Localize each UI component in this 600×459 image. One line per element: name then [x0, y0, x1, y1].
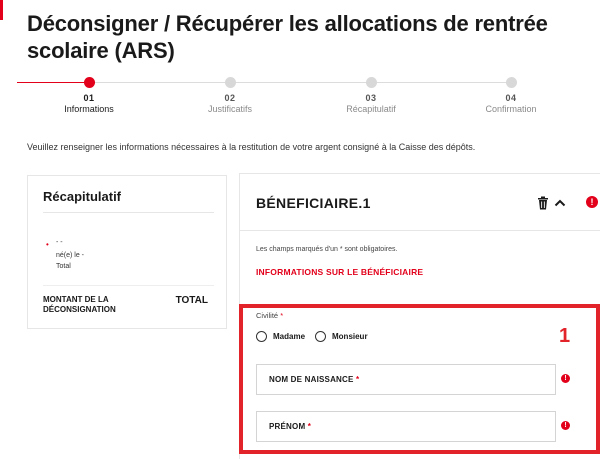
birth-name-field[interactable]	[256, 364, 556, 395]
intro-text: Veuillez renseigner les informations nécessaires à la restitution de votre argent consigné à la Caisse des dépôts.	[27, 142, 476, 152]
step-recapitulatif	[321, 74, 421, 114]
step-label: Récapitulatif	[346, 104, 396, 114]
birth-name-input[interactable]	[257, 365, 555, 394]
recap-birth-date: né(e) le -	[56, 252, 85, 259]
first-name-label-text: PRÉNOM	[269, 422, 306, 431]
step-label: Justificatifs	[207, 104, 252, 114]
radio-label: Monsieur	[332, 332, 368, 341]
section-title: INFORMATIONS SUR LE BÉNÉFICIAIRE	[256, 267, 424, 277]
step-label: Confirmation	[485, 104, 537, 114]
step-justificatifs	[180, 74, 280, 114]
trash-icon[interactable]	[537, 196, 549, 210]
radio-circle[interactable]	[315, 331, 326, 342]
first-name-field[interactable]	[256, 411, 556, 442]
chevron-up-icon[interactable]	[554, 198, 566, 208]
page-title: Déconsigner / Récupérer les allocations de rentrée scolaire (ARS)	[27, 11, 548, 63]
birth-name-label-text: NOM DE NAISSANCE	[269, 375, 354, 384]
step-number: 02	[224, 93, 236, 103]
radio-monsieur[interactable]	[315, 331, 368, 342]
first-name-input[interactable]	[257, 412, 555, 441]
required-star: *	[307, 422, 312, 431]
mandatory-fields-note: Les champs marqués d'un * sont obligatoires.	[256, 246, 398, 253]
divider	[43, 285, 214, 286]
title-accent-bar	[0, 0, 3, 20]
step-confirmation	[461, 74, 561, 114]
recap-title: Récapitulatif	[43, 189, 122, 204]
recap-total-label: TOTAL	[175, 295, 208, 306]
step-dot	[506, 77, 517, 88]
civility-label-text: Civilité	[256, 311, 279, 320]
radio-madame[interactable]	[256, 331, 305, 342]
step-label: Informations	[64, 104, 114, 114]
divider	[240, 230, 600, 231]
recap-amount-label: MONTANT DE LA DÉCONSIGNATION	[43, 295, 116, 314]
progress-stepper	[17, 74, 577, 124]
radio-label: Madame	[273, 332, 306, 341]
step-dot	[84, 77, 95, 88]
beneficiary-card	[239, 173, 600, 459]
step-number: 01	[83, 93, 95, 103]
divider	[43, 212, 214, 213]
step-number: 04	[505, 93, 517, 103]
recap-beneficiary-total: Total	[56, 263, 71, 270]
required-star: *	[355, 375, 360, 384]
stepper-line-pending	[95, 82, 511, 83]
radio-circle[interactable]	[256, 331, 267, 342]
error-icon: !	[561, 421, 570, 430]
civility-label	[256, 311, 283, 320]
card-error-icon: !	[586, 196, 598, 208]
error-icon: !	[561, 374, 570, 383]
step-informations	[39, 74, 139, 114]
required-star: *	[280, 311, 284, 320]
step-dot	[366, 77, 377, 88]
recap-card	[27, 175, 227, 329]
beneficiary-title: BÉNEFICIAIRE.1	[256, 195, 371, 211]
recap-beneficiary-name: - -	[56, 239, 63, 246]
annotation-number: 1	[559, 325, 571, 347]
recap-bullet: •	[46, 240, 49, 249]
step-number: 03	[365, 93, 377, 103]
step-dot	[225, 77, 236, 88]
